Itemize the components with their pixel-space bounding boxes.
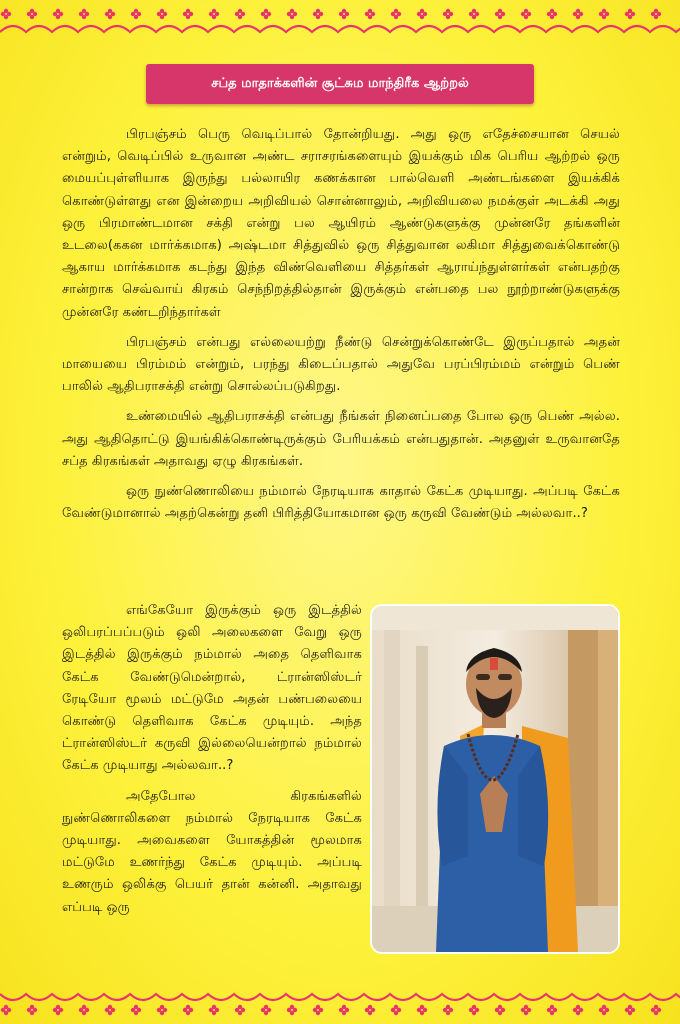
page-title: சப்த மாதாக்களின் சூட்சும மாந்திரீக ஆற்றல்: [211, 76, 469, 91]
paragraph-1: பிரபஞ்சம் பெரு வெடிப்பால் தோன்றியது. அது ஒரு எதேச்சையான செயல் என்றும், வெடிப்பில் உருவான அண்ட சராசரங்களையும் இயக்கும் மிக பெரிய ஆற்றல் ஒரு மையப்புள்ளியாக இருந்து பல்லாயிர கணக்கான பால்வெளி அண்டங்களை இயக்கிக் கொண்டுள்ளது என இன்றைய அறிவியல் சொன்னாலும், அறிவியலை நமக்குள் அடக்கி அது ஒரு பிரமாண்டமான சக்தி என்று பல ஆயிரம் ஆண்டுகளுக்கு முன்னரே தங்களின் உடலை(ககன மார்க்கமாக) அஷ்டமா சித்துவில் ஒரு சித்துவான லகிமா சித்துவைக்கொண்டு ஆகாய மார்க்கமாக கடந்து இந்த விண்வெளியை சித்தர்கள் ஆராய்ந்துள்ளர்கள் என்பதற்கு சான்றாக செவ்வாய் கிரகம் செந்நிறத்தில்தான் இருக்கும் என்பதை பல நூற்றாண்டுகளுக்கு முன்னரே கண்டறிந்தார்கள்: [62, 127, 620, 320]
flower-ornament: [365, 1005, 375, 1015]
flower-ornament: [339, 1005, 349, 1015]
flower-ornament: [209, 9, 219, 19]
flower-ornament: [261, 1005, 271, 1015]
flower-ornament: [235, 9, 245, 19]
flower-ornament: [287, 9, 297, 19]
portrait-photo: [372, 606, 618, 952]
flower-ornament: [521, 9, 531, 19]
flower-ornament: [547, 1005, 557, 1015]
flower-ornament: [469, 9, 479, 19]
article-body: [62, 124, 620, 533]
flower-ornament: [443, 9, 453, 19]
flower-ornament: [79, 1005, 89, 1015]
flower-ornament: [625, 9, 635, 19]
paragraph-4: ஒரு நுண்ணொலியை நம்மால் நேரடியாக காதால் கேட்க முடியாது. அப்படி கேட்க வேண்டுமானால் அதற்கென்று தனி பிரித்தியோகமான ஒரு கருவி வேண்டும் அல்லவா..?: [62, 484, 620, 522]
flower-ornament: [417, 9, 427, 19]
flower-ornament: [131, 9, 141, 19]
flower-ornament: [625, 1005, 635, 1015]
flower-ornament: [495, 9, 505, 19]
flower-ornament: [469, 1005, 479, 1015]
flower-ornament: [443, 1005, 453, 1015]
paragraph-2: பிரபஞ்சம் என்பது எல்லையற்று நீண்டு சென்றுக்கொண்டே இருப்பதால் அதன் மாயையை பிரம்மம் என்றும், பரந்து கிடைப்பதால் அதுவே பரப்பிரம்மம் என்றும் பெண் பாலில் ஆதிபராசக்தி என்று சொல்லப்படுகிறது.: [62, 334, 620, 395]
flower-ornament: [27, 9, 37, 19]
flower-ornament: [105, 9, 115, 19]
flower-ornament: [599, 1005, 609, 1015]
flower-ornament: [521, 1005, 531, 1015]
paragraph-3: உண்மையில் ஆதிபராசக்தி என்பது நீங்கள் நினைப்பதை போல ஒரு பெண் அல்ல. அது ஆதிதொட்டு இயங்கிக்கொண்டிருக்கும் பேரியக்கம் என்பதுதான். அதனுள் உருவானதே சப்த கிரகங்கள் அதாவது ஏழு கிரகங்கள்.: [62, 409, 620, 469]
flower-ornament: [1, 1005, 11, 1015]
flower-ornament: [235, 1005, 245, 1015]
flower-ornament: [391, 9, 401, 19]
article-body-wrapped: [62, 600, 362, 927]
flower-ornament: [157, 9, 167, 19]
flower-ornament: [365, 9, 375, 19]
flower-ornament: [287, 1005, 297, 1015]
flower-ornament: [573, 1005, 583, 1015]
paragraph-6: அதேபோல கிரகங்களில் நுண்ணொலிகளை நம்மால் நேரடியாக கேட்க முடியாது. அவைகளை யோகத்தின் மூலமாக மட்டுமே உணர்ந்து கேட்க முடியும். அப்படி உணரும் ஒலிக்கு பெயர் தான் கன்னி. அதாவது எப்படி ஒரு: [62, 788, 362, 915]
flower-ornament: [79, 9, 89, 19]
flower-ornament: [339, 9, 349, 19]
flower-ornament: [131, 1005, 141, 1015]
top-ornamental-border: [0, 0, 680, 46]
flower-ornament: [27, 1005, 37, 1015]
flower-ornament: [547, 9, 557, 19]
flower-ornament: [599, 9, 609, 19]
flower-ornament: [183, 9, 193, 19]
flower-ornament: [209, 1005, 219, 1015]
flower-ornament: [183, 1005, 193, 1015]
bottom-ornamental-border: [0, 978, 680, 1024]
flower-ornament: [105, 1005, 115, 1015]
flower-ornament: [1, 9, 11, 19]
flower-ornament: [651, 9, 661, 19]
flower-ornament: [53, 1005, 63, 1015]
flower-ornament: [651, 1005, 661, 1015]
flower-ornament: [391, 1005, 401, 1015]
flower-ornament: [313, 1005, 323, 1015]
flower-ornament: [53, 9, 63, 19]
flower-ornament: [573, 9, 583, 19]
flower-ornament: [157, 1005, 167, 1015]
flower-ornament: [261, 9, 271, 19]
flower-ornament: [495, 1005, 505, 1015]
flower-ornament: [417, 1005, 427, 1015]
paragraph-5: எங்கேயோ இருக்கும் ஒரு இடத்தில் ஒலிபரப்பப்படும் ஒலி அலைகளை வேறு ஒரு இடத்தில் இருக்கும் நம்மால் அதை தெளிவாக கேட்க வேண்டுமென்றால், ட்ரான்ஸிஸ்டர் ரேடியோ மூலம் மட்டுமே அதன் பண்பலையை கொண்டு தெளிவாக கேட்க முடியும். அந்த ட்ரான்ஸிஸ்டர் கருவி இல்லையென்றால் நம்மால் கேட்க முடியாது அல்லவா..?: [62, 603, 362, 774]
title-banner: [146, 64, 534, 104]
flower-ornament: [313, 9, 323, 19]
